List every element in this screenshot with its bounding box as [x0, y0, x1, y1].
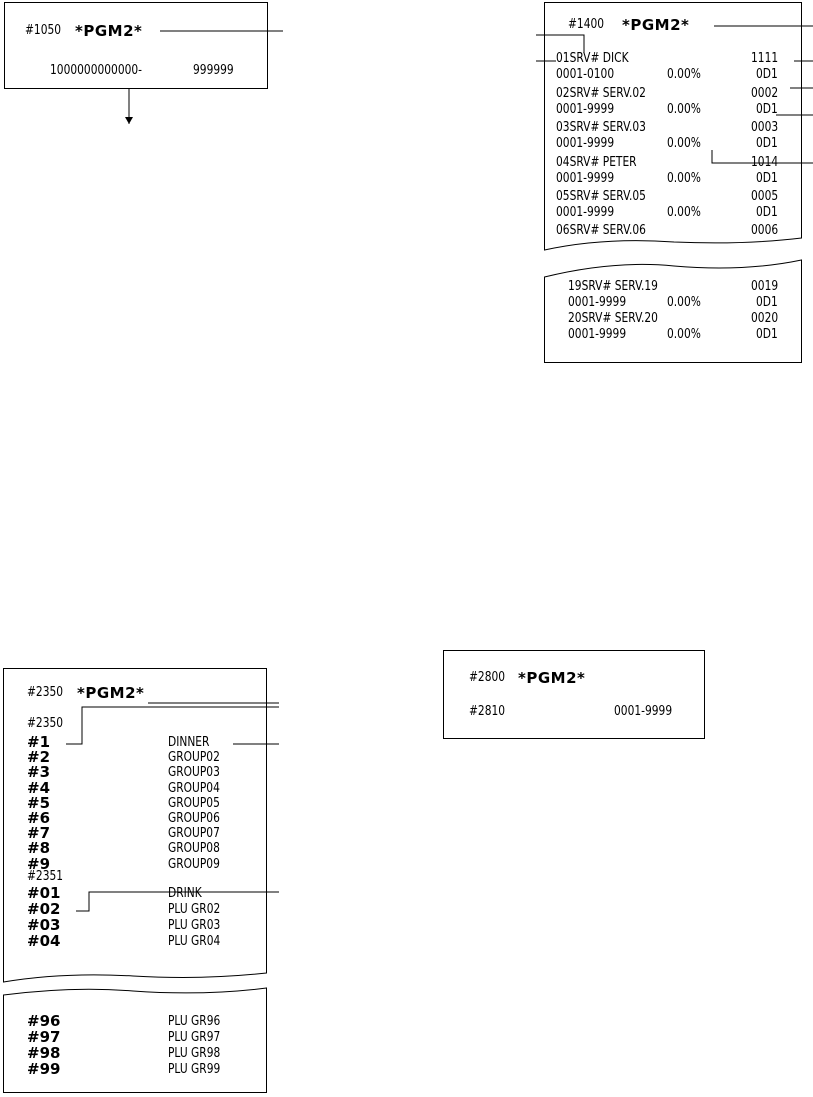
server-range: 0001-9999 — [556, 136, 615, 151]
plu-name: PLU GR04 — [168, 934, 221, 949]
plu-number: #98 — [27, 1044, 61, 1062]
plu-name: PLU GR98 — [168, 1046, 221, 1061]
section-code: #2351 — [27, 869, 64, 884]
group-number: #8 — [27, 839, 51, 858]
server-range: 0001-9999 — [568, 327, 627, 342]
leader-line — [536, 35, 584, 53]
section-code: #2350 — [27, 716, 64, 731]
server-rate: 0.00% — [667, 327, 701, 342]
group-name: GROUP05 — [168, 795, 220, 811]
server-flag: 0D1 — [756, 327, 778, 342]
server-name: 01SRV# DICK — [556, 51, 629, 66]
line-value: 0001-9999 — [614, 704, 673, 719]
server-code: 0006 — [751, 223, 779, 238]
mode-title: *PGM2* — [75, 22, 143, 40]
group-number: #4 — [27, 778, 51, 797]
plu-number: #96 — [27, 1012, 61, 1030]
leader-line — [76, 892, 279, 911]
server-rate: 0.00% — [667, 101, 701, 117]
line-code: #2810 — [469, 704, 506, 719]
plu-number: #97 — [27, 1028, 61, 1046]
server-flag: 0D1 — [756, 295, 778, 310]
server-flag: 0D1 — [756, 101, 778, 117]
group-name: GROUP04 — [168, 780, 220, 796]
mode-title: *PGM2* — [622, 16, 690, 34]
server-rate: 0.00% — [667, 170, 701, 186]
mode-title: *PGM2* — [518, 669, 586, 687]
group-number: #6 — [27, 809, 51, 827]
plu-name: PLU GR99 — [168, 1062, 221, 1077]
server-name: 20SRV# SERV.20 — [568, 311, 658, 326]
server-flag: 0D1 — [756, 67, 778, 82]
server-code: 0005 — [751, 189, 779, 204]
group-number: #5 — [27, 793, 51, 812]
plu-name: PLU GR96 — [168, 1014, 221, 1029]
plu-number: #03 — [27, 916, 61, 934]
plu-number: #01 — [27, 884, 61, 902]
leader-line — [66, 707, 279, 744]
leader-line — [712, 150, 813, 163]
receipt-code: #1050 — [25, 23, 62, 38]
plu-number: #04 — [27, 932, 61, 950]
mode-title: *PGM2* — [77, 684, 145, 702]
server-name: 02SRV# SERV.02 — [556, 85, 646, 101]
server-flag: 0D1 — [756, 136, 778, 151]
group-number: #3 — [27, 763, 51, 782]
receipt-code: #1400 — [568, 17, 605, 32]
server-code: 0020 — [751, 311, 779, 326]
server-rate: 0.00% — [667, 295, 701, 310]
group-name: GROUP06 — [168, 811, 220, 826]
server-code: 0002 — [751, 85, 779, 101]
group-number: #2 — [27, 748, 51, 767]
server-flag: 0D1 — [756, 170, 778, 186]
server-name: 03SRV# SERV.03 — [556, 120, 646, 135]
server-code: 1111 — [751, 51, 779, 66]
server-code: 0003 — [751, 120, 779, 135]
plu-number: #02 — [27, 900, 61, 918]
server-name: 04SRV# PETER — [556, 154, 637, 170]
server-name: 06SRV# SERV.06 — [556, 223, 646, 238]
server-code: 1014 — [751, 154, 779, 170]
server-range: 0001-0100 — [556, 67, 615, 82]
group-name: GROUP03 — [168, 765, 220, 781]
plu-name: PLU GR02 — [168, 902, 221, 917]
limit-digits: 999999 — [193, 63, 234, 78]
server-flag: 0D1 — [756, 205, 778, 220]
group-name: GROUP08 — [168, 841, 220, 857]
server-name: 05SRV# SERV.05 — [556, 189, 646, 204]
server-rate: 0.00% — [667, 205, 701, 220]
plu-name: PLU GR03 — [168, 918, 221, 933]
group-name: DINNER — [168, 735, 210, 750]
group-name: GROUP02 — [168, 750, 220, 766]
limit-value: 1000000000000- — [50, 63, 143, 78]
receipt-code: #2800 — [469, 670, 506, 685]
group-name: GROUP09 — [168, 856, 220, 872]
server-range: 0001-9999 — [556, 170, 615, 186]
server-code: 0019 — [751, 279, 779, 294]
plu-number: #99 — [27, 1060, 61, 1078]
plu-name: DRINK — [168, 886, 202, 901]
plu-name: PLU GR97 — [168, 1030, 221, 1045]
group-number: #1 — [27, 733, 51, 751]
server-range: 0001-9999 — [568, 295, 627, 310]
group-name: GROUP07 — [168, 826, 220, 842]
server-rate: 0.00% — [667, 136, 701, 151]
server-range: 0001-9999 — [556, 205, 615, 220]
group-number: #7 — [27, 824, 51, 843]
server-name: 19SRV# SERV.19 — [568, 279, 658, 294]
server-rate: 0.00% — [667, 67, 701, 82]
receipt-code: #2350 — [27, 685, 64, 700]
server-range: 0001-9999 — [556, 101, 615, 117]
group-number: #9 — [27, 854, 51, 873]
